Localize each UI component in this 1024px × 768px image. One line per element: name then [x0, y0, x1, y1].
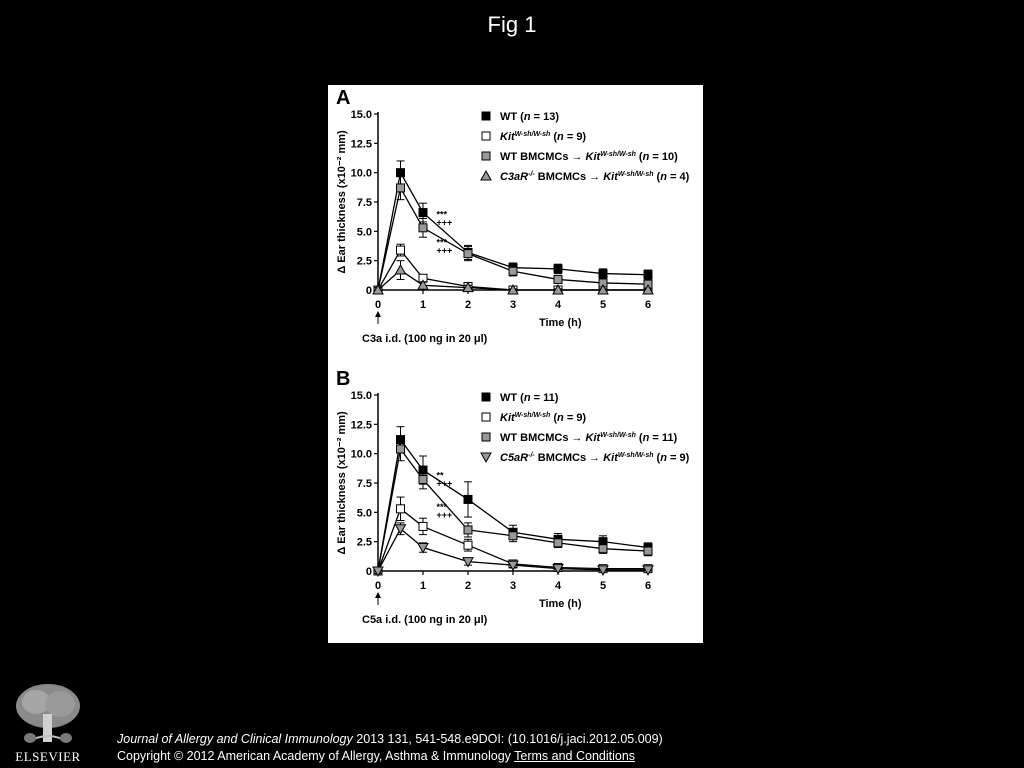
significance-annotation: *** — [436, 237, 448, 248]
panel-b — [336, 368, 690, 626]
data-point — [396, 265, 406, 274]
panel-letter: B — [336, 368, 351, 390]
legend-marker — [481, 453, 491, 462]
data-point — [554, 275, 562, 283]
data-point — [419, 224, 427, 232]
legend-entry: WT (n = 11) — [500, 392, 559, 404]
x-tick-label: 5 — [599, 299, 607, 311]
legend-entry: WT BMCMCs → Kit$^{W-sh/W-sh}$ (n = 10) — [500, 151, 678, 163]
citation-line — [117, 731, 663, 748]
data-point — [644, 271, 652, 279]
citation-details: 2013 131, 541-548.e9DOI: (10.1016/j.jaci.2012.05.009) — [352, 732, 663, 746]
data-point — [509, 267, 517, 275]
significance-annotation: *** — [436, 209, 448, 220]
figure-svg — [328, 85, 703, 643]
y-tick-label: 7.5 — [356, 478, 372, 490]
x-tick-label: 1 — [419, 580, 427, 592]
data-point — [599, 270, 607, 278]
y-tick-label: 10.0 — [350, 167, 372, 180]
legend-entry: Kit$^{W-sh/W-sh}$ (n = 9) — [500, 412, 587, 424]
x-tick-label: 0 — [374, 580, 382, 592]
series-1 — [374, 427, 652, 575]
y-tick-label: 2.5 — [356, 536, 372, 549]
data-point — [644, 547, 652, 555]
legend-entry: WT BMCMCs → Kit$^{W-sh/W-sh}$ (n = 11) — [500, 432, 678, 444]
legend-marker — [482, 413, 490, 421]
significance-annotation: +++ — [436, 478, 453, 489]
y-tick-label: 2.5 — [356, 255, 372, 268]
y-tick-label: 15.0 — [350, 109, 372, 121]
x-tick-label: 4 — [554, 299, 562, 311]
x-axis-label: Time (h) — [538, 598, 582, 610]
data-point — [397, 246, 405, 254]
data-point — [464, 526, 472, 534]
legend-entry: C5aR-/- BMCMCs → Kit$^{W-sh/W-sh}$ (n = 9) — [500, 452, 690, 464]
data-point — [419, 475, 427, 483]
copyright-text: Copyright © 2012 American Academy of Allergy, Asthma & Immunology — [117, 749, 511, 763]
legend-marker — [481, 171, 491, 180]
legend-marker — [482, 112, 490, 120]
data-point — [509, 532, 517, 540]
x-tick-label: 3 — [509, 299, 517, 311]
legend-entry: C3aR-/- BMCMCs → Kit$^{W-sh/W-sh}$ (n = 4) — [500, 171, 690, 183]
elsevier-logo — [8, 680, 88, 764]
panel-a — [336, 87, 690, 345]
legend-entry: WT (n = 13) — [500, 111, 559, 123]
data-point — [464, 250, 472, 258]
data-point — [397, 184, 405, 192]
data-point — [599, 545, 607, 553]
significance-annotation: +++ — [436, 245, 453, 256]
data-point — [397, 169, 405, 177]
figure — [328, 85, 703, 643]
y-tick-label: 0 — [365, 566, 372, 578]
data-point — [397, 505, 405, 513]
x-tick-label: 1 — [419, 299, 427, 311]
data-point — [464, 495, 472, 503]
x-tick-label: 6 — [644, 580, 652, 592]
legend-marker — [482, 393, 490, 401]
injection-arrowhead — [375, 311, 381, 317]
x-tick-label: 6 — [644, 299, 652, 311]
x-tick-label: 2 — [464, 299, 472, 311]
y-axis-label: Δ Ear thickness (x10⁻² mm) — [336, 411, 348, 555]
y-tick-label: 10.0 — [350, 448, 372, 461]
x-tick-label: 4 — [554, 580, 562, 592]
legend-marker — [482, 152, 490, 160]
significance-annotation: ** — [436, 470, 444, 481]
significance-annotation: *** — [436, 501, 448, 512]
copyright-line — [117, 748, 663, 765]
slide-title: Fig 1 — [487, 12, 537, 37]
logo-wordmark: ELSEVIER — [15, 749, 81, 764]
data-point — [554, 265, 562, 273]
data-point — [419, 522, 427, 530]
panel-letter: A — [336, 87, 351, 109]
series-3 — [374, 176, 652, 294]
footer — [117, 731, 663, 765]
journal-name: Journal of Allergy and Clinical Immunology — [117, 732, 353, 746]
x-tick-label: 0 — [374, 299, 382, 311]
y-tick-label: 5.0 — [356, 226, 372, 239]
data-point — [419, 209, 427, 217]
data-point — [397, 445, 405, 453]
x-tick-label: 5 — [599, 580, 607, 592]
x-axis-label: Time (h) — [538, 317, 582, 329]
injection-arrowhead — [375, 592, 381, 598]
y-tick-label: 5.0 — [356, 507, 372, 520]
injection-label: C3a i.d. (100 ng in 20 μl) — [362, 333, 488, 345]
y-tick-label: 7.5 — [356, 197, 372, 209]
data-point — [554, 539, 562, 547]
x-tick-label: 3 — [509, 580, 517, 592]
y-axis-label: Δ Ear thickness (x10⁻² mm) — [336, 130, 348, 274]
legend-entry: Kit$^{W-sh/W-sh}$ (n = 9) — [500, 131, 587, 143]
injection-label: C5a i.d. (100 ng in 20 μl) — [362, 614, 488, 626]
terms-link[interactable]: Terms and Conditions — [514, 749, 636, 763]
legend-marker — [482, 433, 490, 441]
significance-annotation: +++ — [436, 217, 453, 228]
legend-marker — [482, 132, 490, 140]
y-tick-label: 15.0 — [350, 390, 372, 402]
y-tick-label: 12.5 — [350, 419, 372, 432]
y-tick-label: 12.5 — [350, 138, 372, 151]
y-tick-label: 0 — [365, 285, 372, 297]
x-tick-label: 2 — [464, 580, 472, 592]
data-point — [464, 541, 472, 549]
significance-annotation: +++ — [436, 509, 453, 520]
